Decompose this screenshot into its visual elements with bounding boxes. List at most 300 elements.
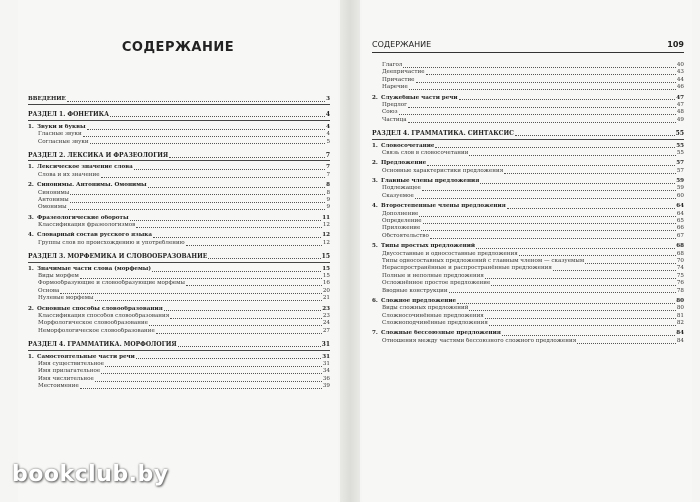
dot-leader bbox=[416, 82, 676, 83]
toc-entry-text bbox=[382, 273, 484, 280]
toc-entry-chapter bbox=[372, 178, 684, 185]
toc-entry-text bbox=[28, 111, 109, 118]
toc-entry-sub bbox=[372, 168, 684, 175]
dot-leader bbox=[399, 114, 676, 115]
dot-leader bbox=[480, 183, 675, 184]
toc-entry-page: 70 bbox=[676, 257, 684, 264]
running-head bbox=[372, 40, 684, 53]
toc-entry-text bbox=[38, 273, 79, 280]
dot-leader bbox=[577, 343, 676, 344]
toc-entry-number: 4. bbox=[372, 203, 378, 210]
toc-entry-text bbox=[38, 368, 100, 375]
dot-leader bbox=[60, 293, 322, 294]
toc-entry-label: Двусоставные и односоставные предложения bbox=[382, 250, 518, 257]
dot-leader bbox=[504, 173, 676, 174]
dot-leader bbox=[476, 248, 675, 249]
toc-entry-page: 7 bbox=[326, 164, 330, 171]
toc-entry-label: РАЗДЕЛ 2. ЛЕКСИКА И ФРАЗЕОЛОГИЯ bbox=[28, 151, 169, 159]
dot-leader bbox=[489, 325, 676, 326]
toc-entry-label: Лексическое значение слова bbox=[37, 164, 133, 171]
toc-entry-text bbox=[382, 102, 407, 109]
dot-leader bbox=[70, 194, 325, 195]
toc-entry-label: Согласные звуки bbox=[38, 138, 89, 145]
toc-entry-label: Синонимы bbox=[38, 189, 70, 196]
toc-entry-page: 9 bbox=[326, 204, 330, 211]
dot-leader bbox=[449, 292, 676, 293]
toc-entry-page: 40 bbox=[676, 61, 684, 68]
toc-entry-text bbox=[38, 197, 69, 204]
dot-leader bbox=[80, 278, 322, 279]
toc-entry-label: Имя существительное bbox=[38, 360, 104, 367]
toc-entry-text bbox=[28, 96, 66, 103]
toc-entry-page: 82 bbox=[676, 320, 684, 327]
toc-entry-label: Синонимы. Антонимы. Омонимы bbox=[37, 182, 147, 189]
toc-entry-label: Основные характеристики предложения bbox=[382, 167, 504, 174]
toc-entry-text bbox=[372, 203, 506, 210]
toc-entry-page: 66 bbox=[676, 225, 684, 232]
toc-entry-sub bbox=[28, 240, 330, 247]
dot-leader bbox=[421, 230, 676, 231]
toc-entry-label: Слова и их значение bbox=[38, 171, 100, 178]
toc-entry-text bbox=[38, 139, 89, 146]
toc-entry-page: 43 bbox=[676, 69, 684, 76]
toc-entry-label: Виды сложных предложений bbox=[382, 305, 469, 312]
toc-entry-number: 4. bbox=[28, 232, 34, 239]
dot-leader bbox=[423, 223, 676, 224]
toc-entry-number: 1. bbox=[28, 265, 34, 272]
toc-entry-text bbox=[382, 251, 518, 258]
toc-entry-label: Причастие bbox=[382, 76, 415, 83]
toc-entry-label: Главные члены предложения bbox=[381, 178, 480, 185]
dot-leader bbox=[459, 99, 676, 100]
toc-entry-text bbox=[382, 305, 468, 312]
toc-entry-number: 1. bbox=[28, 123, 34, 130]
right-page bbox=[362, 0, 692, 502]
toc-entry-label: Приложение bbox=[382, 225, 421, 232]
toc-entry-chapter bbox=[372, 160, 684, 167]
toc-entry-sub bbox=[372, 225, 684, 232]
dot-leader bbox=[469, 310, 675, 311]
toc-entry-text bbox=[38, 280, 185, 287]
toc-entry-page: 67 bbox=[676, 232, 684, 239]
section-rule bbox=[28, 160, 330, 161]
toc-entry-label: Сложносочинённые предложения bbox=[382, 312, 484, 319]
dot-leader bbox=[422, 190, 676, 191]
section-rule bbox=[28, 350, 330, 351]
toc-entry-page: 55 bbox=[675, 130, 684, 138]
toc-entry-text bbox=[382, 233, 429, 240]
dot-leader bbox=[502, 335, 675, 336]
dot-leader bbox=[95, 381, 322, 382]
toc-entry-label: РАЗДЕЛ 1. ФОНЕТИКА bbox=[28, 111, 110, 119]
toc-entry-page: 68 bbox=[676, 250, 684, 257]
toc-entry-text bbox=[372, 330, 501, 337]
toc-entry-label: РАЗДЕЛ 3. МОРФЕМИКА И СЛОВООБРАЗОВАНИЕ bbox=[28, 253, 208, 261]
toc-entry-page: 59 bbox=[676, 178, 684, 185]
toc-entry-label: Нулевые морфемы bbox=[38, 295, 94, 302]
toc-entry-text bbox=[382, 62, 402, 69]
dot-leader bbox=[426, 74, 676, 75]
toc-entry-label: Обстоятельство bbox=[382, 232, 429, 239]
toc-entry-number: 7. bbox=[372, 330, 378, 337]
dot-leader bbox=[485, 278, 676, 279]
toc-entry-chapter bbox=[28, 164, 330, 171]
dot-leader bbox=[469, 155, 675, 156]
dot-leader bbox=[208, 258, 320, 259]
toc-entry-page: 4 bbox=[326, 131, 330, 138]
toc-entry-text bbox=[38, 328, 155, 335]
toc-entry-text bbox=[38, 361, 104, 368]
toc-entry-section bbox=[28, 341, 330, 348]
toc-entry-page: 5 bbox=[326, 138, 330, 145]
toc-entry-label: Морфологическое словообразование bbox=[38, 320, 148, 327]
toc-entry-label: Типы простых предложений bbox=[381, 243, 476, 250]
toc-entry-section bbox=[28, 111, 330, 118]
dot-leader bbox=[170, 318, 322, 319]
toc-entry-page: 20 bbox=[322, 287, 330, 294]
toc-entry-sub bbox=[28, 383, 330, 390]
toc-entry-sub bbox=[372, 251, 684, 258]
dot-leader bbox=[435, 147, 675, 148]
dot-leader bbox=[419, 216, 676, 217]
dot-leader bbox=[149, 325, 322, 326]
toc-entry-text bbox=[28, 124, 86, 131]
toc-entry-page: 8 bbox=[326, 189, 330, 196]
toc-entry-sub bbox=[372, 185, 684, 192]
dot-leader bbox=[457, 303, 675, 304]
toc-entry-chapter bbox=[372, 203, 684, 210]
toc-entry-label: Словосочетание bbox=[381, 142, 435, 149]
toc-entry-text bbox=[382, 280, 490, 287]
toc-entry-text bbox=[382, 225, 420, 232]
toc-entry-page: 84 bbox=[676, 337, 684, 344]
toc-entry-chapter bbox=[372, 143, 684, 150]
toc-entry-text bbox=[28, 253, 207, 260]
toc-entry-label: Формообразующие и словообразующие морфемы bbox=[38, 280, 185, 287]
toc-entry-page: 15 bbox=[321, 253, 330, 261]
toc-entry-section bbox=[28, 152, 330, 159]
toc-entry-text bbox=[382, 218, 422, 225]
toc-entry-page: 44 bbox=[676, 76, 684, 83]
toc-entry-text bbox=[382, 109, 398, 116]
toc-entry-page: 31 bbox=[321, 341, 330, 349]
toc-entry-text bbox=[28, 354, 135, 361]
dot-leader bbox=[585, 263, 676, 264]
toc-entry-label: Группы слов по происхождению и употреблению bbox=[38, 239, 185, 246]
dot-leader bbox=[110, 116, 325, 117]
toc-entry-page: 64 bbox=[676, 210, 684, 217]
dot-leader bbox=[427, 165, 675, 166]
dot-leader bbox=[186, 245, 322, 246]
dot-leader bbox=[156, 333, 322, 334]
toc-entry-page: 9 bbox=[326, 196, 330, 203]
toc-entry-sub bbox=[372, 233, 684, 240]
toc-entry-text bbox=[382, 288, 448, 295]
toc-entry-sub bbox=[28, 197, 330, 204]
toc-entry-chapter bbox=[28, 215, 330, 222]
toc-entry-page: 39 bbox=[322, 383, 330, 390]
toc-entry-page: 7 bbox=[326, 171, 330, 178]
dot-leader bbox=[415, 198, 676, 199]
toc-entry-text bbox=[38, 295, 94, 302]
toc-entry-label: Неморфологическое словообразование bbox=[38, 327, 155, 334]
dot-leader bbox=[70, 202, 326, 203]
toc-entry-number: 6. bbox=[372, 297, 378, 304]
dot-leader bbox=[80, 388, 322, 389]
toc-entry-number: 1. bbox=[28, 353, 34, 360]
toc-entry-label: Словарный состав русского языка bbox=[37, 232, 152, 239]
toc-entry-label: Значимые части слова (морфемы) bbox=[37, 265, 152, 272]
toc-entry-number: 3. bbox=[28, 214, 34, 221]
dot-leader bbox=[403, 67, 675, 68]
toc-entry-page: 21 bbox=[322, 295, 330, 302]
toc-entry-chapter bbox=[372, 298, 684, 305]
page-number: 109 bbox=[667, 40, 684, 49]
toc-entry-text bbox=[382, 69, 425, 76]
book-gutter bbox=[340, 0, 360, 502]
toc-entry-label: Сложные бессоюзные предложения bbox=[381, 330, 501, 337]
toc-entry-sub bbox=[372, 77, 684, 84]
toc-entry-label: Нераспространённые и распространённые предложения bbox=[382, 265, 552, 272]
toc-entry-text bbox=[382, 168, 503, 175]
toc-entry-sub bbox=[28, 131, 330, 138]
dot-leader bbox=[67, 101, 325, 102]
toc-entry-label: Служебные части речи bbox=[381, 94, 458, 101]
toc-entry-label: Основные способы словообразования bbox=[37, 305, 163, 312]
toc-entry-page: 27 bbox=[322, 327, 330, 334]
toc-entry-chapter bbox=[372, 243, 684, 250]
toc-entry-intro bbox=[28, 96, 330, 103]
dot-leader bbox=[87, 129, 326, 130]
toc-entry-sub bbox=[372, 211, 684, 218]
toc-entry-label: Связь слов в словосочетании bbox=[382, 149, 469, 156]
toc-entry-number: 2. bbox=[372, 160, 378, 167]
toc-entry-sub bbox=[372, 69, 684, 76]
dot-leader bbox=[136, 227, 322, 228]
section-rule bbox=[372, 139, 684, 140]
toc-entry-label: Частица bbox=[382, 116, 407, 123]
toc-entry-label: Основа bbox=[38, 287, 60, 294]
toc-entry-page: 36 bbox=[322, 375, 330, 382]
toc-entry-page: 48 bbox=[676, 109, 684, 116]
toc-entry-text bbox=[372, 243, 475, 250]
toc-entry-chapter bbox=[28, 354, 330, 361]
toc-entry-label: ВВЕДЕНИЕ bbox=[28, 95, 66, 102]
toc-entry-sub bbox=[372, 280, 684, 287]
toc-entry-sub bbox=[28, 288, 330, 295]
dot-leader bbox=[408, 122, 676, 123]
toc-entry-number: 2. bbox=[28, 305, 34, 312]
dot-leader bbox=[68, 209, 326, 210]
toc-entry-sub bbox=[372, 218, 684, 225]
toc-entry-text bbox=[382, 265, 552, 272]
toc-entry-page: 49 bbox=[676, 116, 684, 123]
toc-entry-label: Полные и неполные предложения bbox=[382, 272, 484, 279]
dot-leader bbox=[105, 366, 322, 367]
toc-entry-page: 75 bbox=[676, 272, 684, 279]
toc-entry-text bbox=[382, 211, 418, 218]
toc-entry-page: 24 bbox=[322, 320, 330, 327]
toc-entry-text bbox=[372, 95, 458, 102]
toc-entry-text bbox=[382, 193, 414, 200]
toc-entry-text bbox=[28, 341, 177, 348]
toc-entry-page: 80 bbox=[676, 297, 684, 304]
section-rule bbox=[28, 120, 330, 121]
dot-leader bbox=[130, 220, 322, 221]
dot-leader bbox=[101, 177, 326, 178]
toc-entry-text bbox=[382, 313, 484, 320]
dot-leader bbox=[519, 255, 676, 256]
toc-entry-page: 78 bbox=[676, 287, 684, 294]
toc-entry-text bbox=[38, 320, 148, 327]
toc-entry-sub bbox=[372, 193, 684, 200]
dot-leader bbox=[408, 107, 676, 108]
toc-entry-page: 60 bbox=[676, 192, 684, 199]
toc-entry-label: Самостоятельные части речи bbox=[37, 353, 135, 360]
toc-entry-sub bbox=[28, 190, 330, 197]
toc-entry-page: 23 bbox=[322, 305, 330, 312]
toc-entry-sub bbox=[372, 288, 684, 295]
toc-entry-page: 46 bbox=[676, 84, 684, 91]
toc-entry-sub bbox=[28, 328, 330, 335]
toc-entry-text bbox=[28, 215, 129, 222]
dot-leader bbox=[136, 358, 321, 359]
toc-entry-text bbox=[38, 288, 59, 295]
left-page bbox=[18, 0, 338, 502]
toc-entry-sub bbox=[28, 139, 330, 146]
toc-entry-section bbox=[28, 253, 330, 260]
toc-entry-text bbox=[382, 84, 408, 91]
toc-entry-page: 4 bbox=[326, 123, 330, 130]
toc-entry-sub bbox=[28, 313, 330, 320]
toc-list-right bbox=[372, 62, 684, 345]
toc-entry-sub bbox=[28, 361, 330, 368]
dot-leader bbox=[148, 187, 325, 188]
toc-entry-text bbox=[372, 298, 456, 305]
toc-entry-chapter bbox=[28, 182, 330, 189]
toc-entry-sub bbox=[28, 172, 330, 179]
toc-entry-label: Предложение bbox=[381, 160, 427, 167]
toc-entry-page: 12 bbox=[322, 232, 330, 239]
toc-entry-page: 47 bbox=[676, 94, 684, 101]
toc-entry-text bbox=[38, 313, 169, 320]
toc-entry-page: 23 bbox=[322, 312, 330, 319]
toc-entry-number: 1. bbox=[372, 142, 378, 149]
toc-entry-page: 12 bbox=[322, 222, 330, 229]
toc-entry-text bbox=[38, 383, 79, 390]
dot-leader bbox=[153, 237, 321, 238]
toc-entry-sub bbox=[28, 222, 330, 229]
toc-entry-page: 15 bbox=[322, 273, 330, 280]
dot-leader bbox=[485, 318, 676, 319]
toc-entry-page: 64 bbox=[676, 203, 684, 210]
toc-entry-text bbox=[372, 130, 514, 137]
dot-leader bbox=[515, 135, 675, 136]
toc-entry-label: Типы односоставных предложений с главным членом — сказуемым bbox=[382, 257, 585, 264]
toc-entry-sub bbox=[28, 273, 330, 280]
toc-entry-page: 81 bbox=[676, 312, 684, 319]
toc-entry-label: Наречие bbox=[382, 84, 408, 91]
toc-entry-chapter bbox=[372, 95, 684, 102]
toc-entry-text bbox=[38, 240, 185, 247]
toc-entry-text bbox=[38, 172, 100, 179]
toc-entry-text bbox=[372, 178, 479, 185]
toc-entry-label: Омонимы bbox=[38, 204, 67, 211]
toc-entry-page: 12 bbox=[322, 239, 330, 246]
toc-entry-text bbox=[38, 204, 67, 211]
toc-entry-sub bbox=[372, 150, 684, 157]
toc-entry-page: 7 bbox=[325, 151, 330, 159]
watermark-logo: bookclub.by bbox=[12, 462, 169, 487]
toc-entry-page: 55 bbox=[676, 149, 684, 156]
toc-entry-text bbox=[38, 131, 82, 138]
section-rule bbox=[28, 104, 330, 105]
toc-entry-sub bbox=[372, 273, 684, 280]
toc-entry-label: Имя числительное bbox=[38, 375, 94, 382]
toc-entry-page: 57 bbox=[676, 160, 684, 167]
toc-entry-text bbox=[372, 160, 426, 167]
dot-leader bbox=[491, 285, 676, 286]
running-title: СОДЕРЖАНИЕ bbox=[372, 40, 432, 49]
toc-entry-page: 59 bbox=[676, 185, 684, 192]
toc-entry-text bbox=[382, 185, 421, 192]
dot-leader bbox=[169, 157, 325, 158]
toc-entry-sub bbox=[372, 102, 684, 109]
toc-entry-sub bbox=[28, 320, 330, 327]
toc-entry-label: Звуки и буквы bbox=[37, 123, 86, 130]
toc-entry-page: 84 bbox=[676, 330, 684, 337]
toc-entry-page: 80 bbox=[676, 305, 684, 312]
toc-entry-chapter bbox=[28, 124, 330, 131]
toc-entry-chapter bbox=[28, 266, 330, 273]
toc-entry-page: 55 bbox=[676, 142, 684, 149]
toc-entry-text bbox=[38, 222, 135, 229]
toc-entry-chapter bbox=[28, 306, 330, 313]
toc-entry-text bbox=[382, 258, 584, 265]
toc-entry-number: 2. bbox=[372, 94, 378, 101]
toc-entry-label: Виды морфем bbox=[38, 273, 79, 280]
toc-entry-label: Классификация фразеологизмов bbox=[38, 222, 136, 229]
dot-leader bbox=[95, 300, 322, 301]
toc-entry-text bbox=[28, 266, 151, 273]
toc-entry-label: Фразеологические обороты bbox=[37, 214, 129, 221]
toc-entry-label: Определение bbox=[382, 218, 422, 225]
toc-entry-number: 2. bbox=[28, 182, 34, 189]
toc-entry-label: Подлежащее bbox=[382, 185, 421, 192]
dot-leader bbox=[553, 270, 676, 271]
toc-entry-page: 47 bbox=[676, 101, 684, 108]
toc-entry-page: 68 bbox=[676, 243, 684, 250]
toc-entry-label: Гласные звуки bbox=[38, 131, 82, 138]
toc-entry-label: Дополнение bbox=[382, 210, 419, 217]
toc-entry-text bbox=[28, 306, 163, 313]
toc-entry-sub bbox=[372, 117, 684, 124]
toc-entry-label: РАЗДЕЛ 4. ГРАММАТИКА. МОРФОЛОГИЯ bbox=[28, 341, 177, 349]
toc-entry-label: Сказуемое bbox=[382, 192, 414, 199]
toc-entry-chapter bbox=[372, 331, 684, 338]
toc-entry-label: Отношения между частями бессоюзного сложного предложения bbox=[382, 337, 577, 344]
toc-entry-sub bbox=[28, 295, 330, 302]
toc-entry-sub bbox=[372, 84, 684, 91]
dot-leader bbox=[83, 136, 326, 137]
toc-entry-label: Деепричастие bbox=[382, 69, 425, 76]
toc-entry-page: 8 bbox=[326, 182, 330, 189]
toc-entry-sub bbox=[28, 204, 330, 211]
toc-entry-sub bbox=[372, 258, 684, 265]
toc-entry-page: 57 bbox=[676, 167, 684, 174]
toc-entry-sub bbox=[28, 280, 330, 287]
toc-entry-label: РАЗДЕЛ 4. ГРАММАТИКА. СИНТАКСИС bbox=[372, 130, 514, 138]
